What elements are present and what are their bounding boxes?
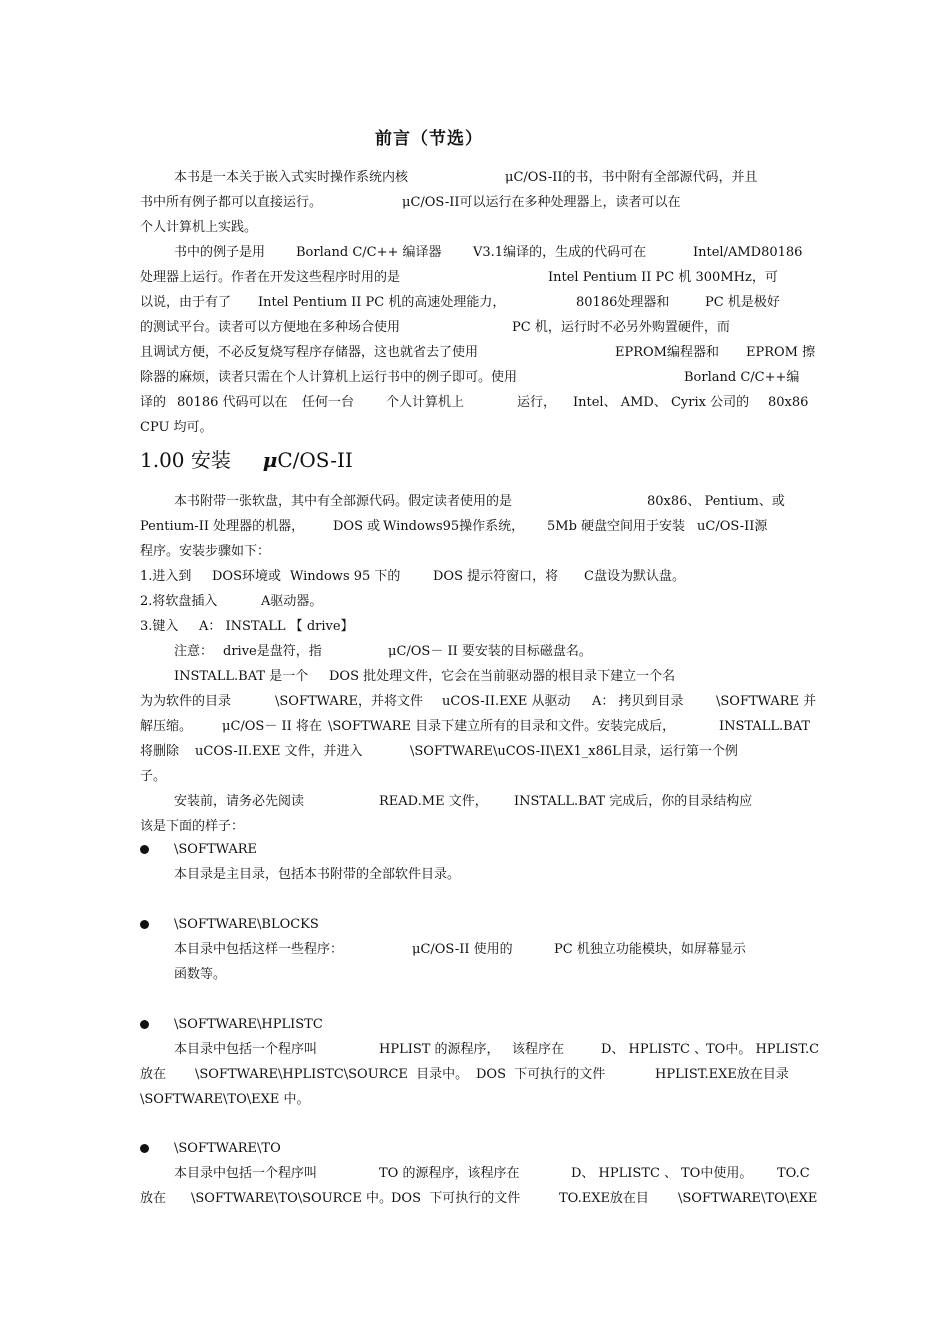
dir-blocks-desc-a: 本目录中包括这样一些程序： (174, 942, 344, 957)
p4-l3-a: 为为软件的目录 (140, 694, 232, 709)
dir-hplistc-l3: \SOFTWARE\TO\EXE 中。 (140, 1092, 310, 1107)
p1-line1-a: 本书是一本关于嵌入式实时操作系统内核 (174, 170, 409, 185)
p2-l6-b: Borland C/C++编 (684, 370, 800, 385)
dir-hplistc-l2-c: DOS 下可执行的文件 (476, 1067, 606, 1082)
bullet-dot (140, 920, 149, 929)
dir-to-l1-a: 本目录中包括一个程序叫 (174, 1166, 318, 1181)
p3-l1-a: 本书附带一张软盘，其中有全部源代码。假定读者使用的是 (174, 494, 513, 509)
p2-l3-d: PC 机是极好 (705, 295, 780, 310)
p2-l6-a: 除器的麻烦，读者只需在个人计算机上运行书中的例子即可。使用 (140, 370, 518, 385)
p2-l2-a: 处理器上运行。作者在开发这些程序时用的是 (140, 270, 401, 285)
p2-l1-d: Intel/AMD80186 (693, 245, 803, 260)
bullet-dot (140, 1020, 149, 1029)
section-mu: μ (262, 448, 278, 472)
p4-l2-b: DOS 批处理文件，它会在当前驱动器的根目录下建立一个名 (329, 669, 676, 684)
p3-l2-d: 5Mb 硬盘空间用于安装 (547, 519, 686, 534)
p4-l4-b: μC/OS－ II 将在 (222, 719, 322, 734)
dir-to-l1-c: D、 HPLISTC 、 (571, 1166, 678, 1181)
p3-l2-a: Pentium-II 处理器的机器， (140, 519, 305, 534)
p4-l3-c: uCOS-II.EXE 从驱动 (442, 694, 571, 709)
dir-hplistc-l1-d: D、 HPLISTC 、 (601, 1042, 708, 1057)
p2-l1-b: Borland C/C++ 编译器 (296, 245, 442, 260)
dir-hplistc-l2-b: \SOFTWARE\HPLISTC\SOURCE 目录中。 (195, 1067, 469, 1082)
p2-l5-a: 且调试方便，不必反复烧写程序存储器，这也就省去了使用 (140, 345, 479, 360)
dir-to-l2-a: 放在 (140, 1191, 167, 1206)
p2-l3-c: 80186处理器和 (576, 295, 670, 310)
p2-l7-e: 运行， (517, 395, 557, 410)
p3-l3: 程序。安装步骤如下： (140, 544, 271, 559)
step1-a: 1.进入到 (140, 569, 192, 584)
dir-hplistc-l1-c: 该程序在 (512, 1042, 565, 1057)
p3-l2-c: Windows95操作系统， (383, 519, 525, 534)
section-label: 安装 (190, 448, 231, 472)
p4-l2-a: INSTALL.BAT 是一个 (174, 669, 309, 684)
p1-line2-b: μC/OS-II可以运行在多种处理器上，读者可以在 (402, 195, 681, 210)
p4-l3-d: A： 拷贝到目录 (592, 694, 684, 709)
step1-e: C盘设为默认盘。 (584, 569, 685, 584)
step2-b: A驱动器。 (261, 594, 323, 609)
p2-l7-b: 80186 代码可以在 (177, 395, 288, 410)
dir-hplistc-l2-d: HPLIST.EXE放在目录 (655, 1067, 789, 1082)
p2-l1-a: 书中的例子是用 (174, 245, 266, 260)
section-heading (140, 448, 353, 472)
dir-hplistc-l1-a: 本目录中包括一个程序叫 (174, 1042, 318, 1057)
p2-l7-a: 译的 (140, 395, 167, 410)
step3-b: A： INSTALL 【 drive】 (199, 619, 354, 634)
p4-l5-c: \SOFTWARE\uCOS-II\EX1_x86L目录，运行第一个例 (410, 744, 738, 759)
section-number: 1.00 (140, 448, 185, 472)
p2-l5-c: EPROM 擦 (746, 345, 816, 360)
p4-l4-c: \SOFTWARE 目录下建立所有的目录和文件。安装完成后， (328, 719, 676, 734)
p4-l1-b: drive是盘符，指 (223, 644, 322, 659)
dir-to-path: \SOFTWARE\TO (174, 1141, 281, 1156)
p4-l5-b: uCOS-II.EXE 文件，并进入 (195, 744, 363, 759)
dir-to-l1-d: TO中使用。 (681, 1166, 753, 1181)
dir-blocks-path: \SOFTWARE\BLOCKS (174, 917, 319, 932)
p3-l2-b: DOS 或 (333, 519, 381, 534)
p5-l1-a: 安装前，请务必先阅读 (174, 794, 305, 809)
dir-to-l1-b: TO 的源程序，该程序在 (379, 1166, 520, 1181)
p4-l4-d: INSTALL.BAT (719, 719, 811, 734)
page-title: 前言（节选） (375, 129, 483, 149)
dir-to-l2-c: DOS 下可执行的文件 (391, 1191, 521, 1206)
p1-line2-a: 书中所有例子都可以直接运行。 (140, 195, 323, 210)
p3-l2-e: uC/OS-II源 (697, 519, 768, 534)
step3-a: 3.键入 (140, 619, 179, 634)
p4-l6: 子。 (140, 769, 167, 784)
p2-l7-c: 任何一台 (302, 395, 355, 410)
step1-c: Windows 95 下的 (290, 569, 401, 584)
step1-b: DOS环境或 (212, 569, 281, 584)
dir-to-l1-e: TO.C (777, 1166, 810, 1181)
p2-l4-b: PC 机，运行时不必另外购置硬件，而 (512, 320, 730, 335)
p2-l8: CPU 均可。 (140, 420, 213, 435)
p1-line1-b: μC/OS-II的书，书中附有全部源代码，并且 (505, 170, 758, 185)
p4-l3-b: \SOFTWARE，并将文件 (275, 694, 424, 709)
p5-l1-b: READ.ME 文件， (379, 794, 488, 809)
p2-l7-g: 80x86 (768, 395, 809, 410)
p4-l1-c: μC/OS－ II 要安装的目标磁盘名。 (388, 644, 592, 659)
p2-l3-b: Intel Pentium II PC 机的高速处理能力， (258, 295, 506, 310)
p2-l7-f: Intel、 AMD、 Cyrix 公司的 (573, 395, 750, 410)
p4-l4-a: 解压缩。 (140, 719, 193, 734)
p2-l1-c: V3.1编译的，生成的代码可在 (473, 245, 647, 260)
p3-l1-b: 80x86、 Pentium、或 (647, 494, 785, 509)
dir-software-desc: 本目录是主目录，包括本书附带的全部软件目录。 (174, 867, 461, 882)
step2-a: 2.将软盘插入 (140, 594, 218, 609)
p2-l3-a: 以说，由于有了 (140, 295, 232, 310)
p4-l1-a: 注意： (174, 644, 214, 659)
dir-to-l2-e: \SOFTWARE\TO\EXE (678, 1191, 818, 1206)
dir-hplistc-l1-e: TO中。 HPLIST.C (706, 1042, 820, 1057)
dir-to-l2-b: \SOFTWARE\TO\SOURCE 中。 (191, 1191, 392, 1206)
bullet-dot (140, 845, 149, 854)
bullet-dot (140, 1144, 149, 1153)
dir-hplistc-l1-b: HPLIST 的源程序， (379, 1042, 500, 1057)
dir-blocks-desc-b: μC/OS-II 使用的 (412, 942, 513, 957)
dir-to-l2-d: TO.EXE放在目 (559, 1191, 649, 1206)
p2-l2-b: Intel Pentium II PC 机 300MHz，可 (548, 270, 778, 285)
p5-l1-c: INSTALL.BAT 完成后，你的目录结构应 (514, 794, 753, 809)
p2-l5-b: EPROM编程器和 (615, 345, 719, 360)
step1-d: DOS 提示符窗口，将 (433, 569, 559, 584)
dir-software-path: \SOFTWARE (174, 842, 258, 857)
p2-l4-a: 的测试平台。读者可以方便地在多种场合使用 (140, 320, 401, 335)
p2-l7-d: 个人计算机上 (386, 395, 465, 410)
dir-hplistc-path: \SOFTWARE\HPLISTC (174, 1017, 323, 1032)
p4-l3-e: \SOFTWARE 并 (716, 694, 817, 709)
section-name: C/OS-II (277, 448, 353, 472)
p4-l5-a: 将删除 (140, 744, 180, 759)
p5-l2: 该是下面的样子： (140, 819, 245, 834)
p1-line3: 个人计算机上实践。 (140, 220, 258, 235)
dir-blocks-desc-c: PC 机独立功能模块，如屏幕显示 (554, 942, 746, 957)
dir-blocks-desc-d: 函数等。 (174, 967, 227, 982)
dir-hplistc-l2-a: 放在 (140, 1067, 167, 1082)
